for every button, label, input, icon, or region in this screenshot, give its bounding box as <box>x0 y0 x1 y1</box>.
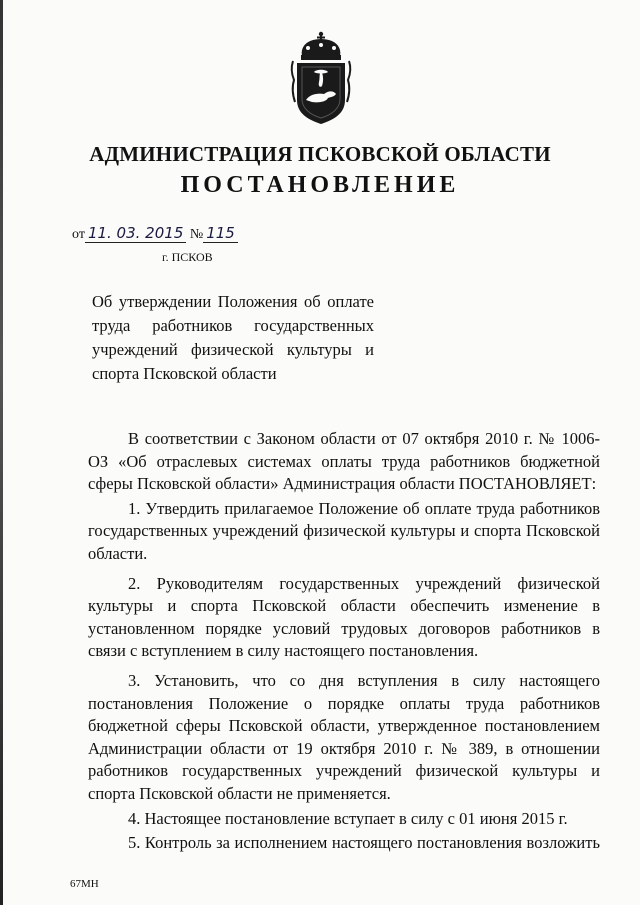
coat-of-arms-emblem <box>288 30 354 126</box>
document-date: 11. 03. 2015 <box>85 224 186 243</box>
document-number: 115 <box>203 224 238 243</box>
item-2-paragraph: 2. Руководителям государственных учреждений физической культуры и спорта Псковской области обеспечить изменение в установленном порядке условий трудовых договоров работников в связи с вступлением в силу настоящего постановления. <box>88 573 600 661</box>
organization-title: АДМИНИСТРАЦИЯ ПСКОВСКОЙ ОБЛАСТИ <box>89 142 551 166</box>
number-prefix: № <box>189 227 204 242</box>
item-1-paragraph: 1. Утвердить прилагаемое Положение об оплате труда работников государственных учреждений физической культуры и спорта Псковской области. <box>88 498 600 563</box>
document-subject: Об утверждении Положения об оплате труда работников государственных учреждений физической культуры и спорта Псковской области <box>92 292 374 383</box>
date-prefix: от <box>72 227 85 242</box>
preamble-paragraph: В соответствии с Законом области от 07 октября 2010 г. № 1006-ОЗ «Об отраслевых системах оплаты труда работников бюджетной сферы Псковской области» Администрация области ПОСТАНОВЛЯЕТ: <box>88 429 600 494</box>
footer-code: 67МН <box>70 878 99 890</box>
document-type-title: ПОСТАНОВЛЕНИЕ <box>180 172 460 198</box>
city-label: г. ПСКОВ <box>162 250 213 264</box>
scan-edge <box>0 0 3 905</box>
item-5-paragraph: 5. Контроль за исполнением настоящего постановления возложить <box>128 833 600 853</box>
document-body <box>88 428 600 862</box>
date-number-line <box>72 224 238 243</box>
item-4-paragraph: 4. Настоящее постановление вступает в силу с 01 июня 2015 г. <box>128 808 568 828</box>
item-3-paragraph: 3. Установить, что со дня вступления в силу настоящего постановления Положение о порядке оплаты труда работников бюджетной сферы Псковской области, утвержденное постановлением Администрации области от 19 октября 2010 г. № 389, в отношении работников государственных учреждений физической культуры и спорта Псковской области не применяется. <box>88 670 600 803</box>
